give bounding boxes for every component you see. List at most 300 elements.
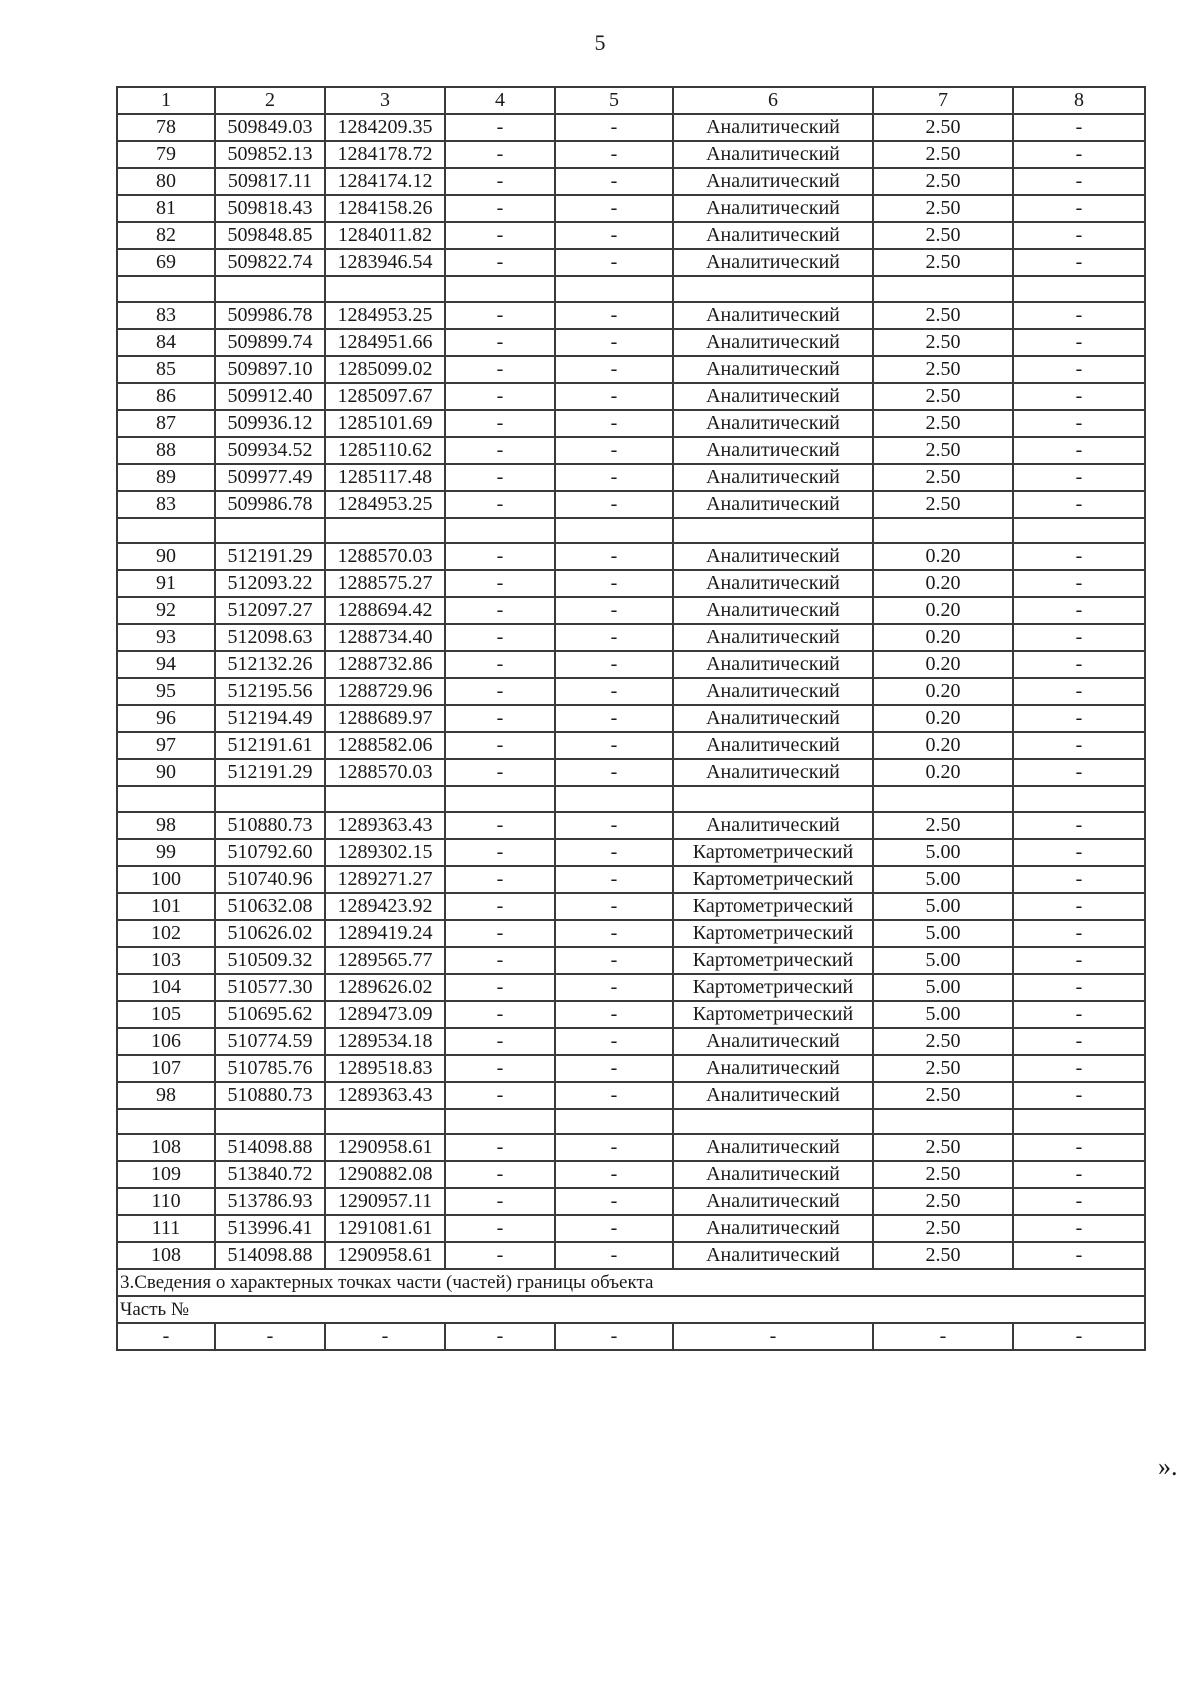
table-cell (555, 1109, 673, 1135)
table-cell: 110 (117, 1188, 215, 1215)
table-cell (117, 786, 215, 812)
table-cell: 1289565.77 (325, 947, 445, 974)
table-cell: 509848.85 (215, 222, 325, 249)
table-cell: Аналитический (673, 464, 873, 491)
table-cell: 510509.32 (215, 947, 325, 974)
table-cell: 79 (117, 141, 215, 168)
table-cell: - (555, 464, 673, 491)
table-cell: - (215, 1323, 325, 1350)
table-cell (325, 786, 445, 812)
table-cell: 101 (117, 893, 215, 920)
table-cell (1013, 786, 1145, 812)
table-cell: - (555, 1001, 673, 1028)
table-cell: 91 (117, 570, 215, 597)
table-cell: 0.20 (873, 705, 1013, 732)
table-cell: 509818.43 (215, 195, 325, 222)
table-cell: - (1013, 974, 1145, 1001)
table-cell: - (1013, 1055, 1145, 1082)
table-cell: 0.20 (873, 651, 1013, 678)
table-cell: 97 (117, 732, 215, 759)
table-cell (325, 276, 445, 302)
table-cell: 1288689.97 (325, 705, 445, 732)
table-cell (445, 276, 555, 302)
table-cell (325, 1109, 445, 1135)
table-cell: - (555, 168, 673, 195)
table-cell (117, 518, 215, 544)
table-cell: - (445, 974, 555, 1001)
table-row (117, 141, 1145, 168)
table-cell: 2.50 (873, 464, 1013, 491)
table-row (117, 732, 1145, 759)
table-cell: - (1013, 1028, 1145, 1055)
table-cell: 0.20 (873, 597, 1013, 624)
table-cell (325, 518, 445, 544)
table-cell: - (1013, 705, 1145, 732)
table-cell: 1288732.86 (325, 651, 445, 678)
table-cell: 99 (117, 839, 215, 866)
table-row (117, 1134, 1145, 1161)
table-cell: 1288570.03 (325, 759, 445, 786)
table-row (117, 249, 1145, 276)
table-row (117, 678, 1145, 705)
table-cell: Аналитический (673, 759, 873, 786)
table-cell: 1284178.72 (325, 141, 445, 168)
table-cell: - (555, 732, 673, 759)
table-cell: Картометрический (673, 866, 873, 893)
table-cell: Аналитический (673, 624, 873, 651)
table-cell: - (1013, 732, 1145, 759)
table-cell: - (445, 1055, 555, 1082)
table-cell: 83 (117, 302, 215, 329)
table-cell: - (555, 759, 673, 786)
table-cell: 509986.78 (215, 491, 325, 518)
table-cell: - (445, 1161, 555, 1188)
table-cell: 5.00 (873, 866, 1013, 893)
table-cell: - (555, 678, 673, 705)
table-cell: 512194.49 (215, 705, 325, 732)
table-cell: 512195.56 (215, 678, 325, 705)
table-cell: 86 (117, 383, 215, 410)
table-cell (555, 786, 673, 812)
table-row (117, 1028, 1145, 1055)
table-cell (673, 518, 873, 544)
table-cell: - (555, 491, 673, 518)
table-cell: 108 (117, 1242, 215, 1269)
table-row (117, 464, 1145, 491)
table-cell: 1290957.11 (325, 1188, 445, 1215)
table-cell: 82 (117, 222, 215, 249)
table-cell: 0.20 (873, 678, 1013, 705)
table-cell: - (1013, 1323, 1145, 1350)
table-cell: - (445, 302, 555, 329)
table-cell: 509899.74 (215, 329, 325, 356)
table-cell: - (445, 329, 555, 356)
table-cell: 510695.62 (215, 1001, 325, 1028)
table-cell: 1290958.61 (325, 1242, 445, 1269)
table-cell: Аналитический (673, 732, 873, 759)
table-cell: - (1013, 1001, 1145, 1028)
table-cell: - (445, 812, 555, 839)
table-row (117, 812, 1145, 839)
table-cell: - (555, 839, 673, 866)
table-cell: 1289518.83 (325, 1055, 445, 1082)
table-cell: 1289302.15 (325, 839, 445, 866)
table-cell: - (1013, 491, 1145, 518)
table-cell: - (555, 1055, 673, 1082)
table-cell: Аналитический (673, 597, 873, 624)
table-cell: - (1013, 383, 1145, 410)
table-cell: - (555, 356, 673, 383)
table-header-row (117, 87, 1145, 114)
table-cell: 1284011.82 (325, 222, 445, 249)
table-row (117, 114, 1145, 141)
table-cell: 1284951.66 (325, 329, 445, 356)
table-row (117, 491, 1145, 518)
table-cell: 80 (117, 168, 215, 195)
table-cell: 2.50 (873, 1055, 1013, 1082)
table-cell: 513996.41 (215, 1215, 325, 1242)
table-cell: Аналитический (673, 383, 873, 410)
table-cell: 92 (117, 597, 215, 624)
table-cell: 513786.93 (215, 1188, 325, 1215)
table-cell (445, 518, 555, 544)
table-cell: - (1013, 464, 1145, 491)
table-cell: 510785.76 (215, 1055, 325, 1082)
table-cell: Аналитический (673, 678, 873, 705)
table-cell (117, 1109, 215, 1135)
table-cell: 5.00 (873, 839, 1013, 866)
table-cell: - (445, 678, 555, 705)
table-cell: Аналитический (673, 114, 873, 141)
table-cell: - (1013, 329, 1145, 356)
table-cell: 2.50 (873, 491, 1013, 518)
table-cell: 1288694.42 (325, 597, 445, 624)
table-cell: 1284953.25 (325, 302, 445, 329)
table-cell (117, 276, 215, 302)
table-cell (873, 276, 1013, 302)
table-cell: Аналитический (673, 705, 873, 732)
table-cell: - (555, 920, 673, 947)
table-cell: 2.50 (873, 114, 1013, 141)
table-cell: 4 (445, 87, 555, 114)
table-cell: Аналитический (673, 1082, 873, 1109)
table-cell: 509934.52 (215, 437, 325, 464)
table-cell: - (555, 302, 673, 329)
table-cell: - (1013, 114, 1145, 141)
table-cell: - (555, 1215, 673, 1242)
table-cell: - (445, 597, 555, 624)
table-body (117, 87, 1145, 1350)
table-row (117, 383, 1145, 410)
table-cell: - (555, 651, 673, 678)
table-cell: Картометрический (673, 839, 873, 866)
table-cell: Аналитический (673, 356, 873, 383)
table-cell: 512191.29 (215, 543, 325, 570)
table-cell: 512098.63 (215, 624, 325, 651)
table-cell: Картометрический (673, 974, 873, 1001)
table-cell: 0.20 (873, 732, 1013, 759)
table-cell: Аналитический (673, 437, 873, 464)
part-number-row (117, 1296, 1145, 1323)
table-cell: 510880.73 (215, 1082, 325, 1109)
table-row (117, 1161, 1145, 1188)
table-cell: - (555, 866, 673, 893)
table-cell: Аналитический (673, 570, 873, 597)
table-row (117, 624, 1145, 651)
table-cell: 1284174.12 (325, 168, 445, 195)
table-cell: - (445, 1242, 555, 1269)
table-cell: - (445, 732, 555, 759)
table-cell: 7 (873, 87, 1013, 114)
table-cell: 0.20 (873, 570, 1013, 597)
table-row (117, 947, 1145, 974)
table-cell (555, 518, 673, 544)
table-cell: - (1013, 759, 1145, 786)
table-cell: 107 (117, 1055, 215, 1082)
table-cell: - (445, 866, 555, 893)
table-cell: Аналитический (673, 329, 873, 356)
table-cell: 1285110.62 (325, 437, 445, 464)
table-cell: 512191.29 (215, 759, 325, 786)
table-row (117, 410, 1145, 437)
table-cell: 84 (117, 329, 215, 356)
table-cell: 106 (117, 1028, 215, 1055)
table-cell: - (555, 1161, 673, 1188)
table-cell: 102 (117, 920, 215, 947)
table-cell: 512097.27 (215, 597, 325, 624)
table-cell: - (445, 1188, 555, 1215)
table-row (117, 974, 1145, 1001)
table-cell: Картометрический (673, 1001, 873, 1028)
table-row (117, 276, 1145, 302)
table-cell (873, 518, 1013, 544)
table-cell: - (555, 570, 673, 597)
table-cell: - (445, 1082, 555, 1109)
table-cell: Картометрический (673, 893, 873, 920)
table-cell (1013, 276, 1145, 302)
table-cell: - (445, 893, 555, 920)
table-row (117, 195, 1145, 222)
table-cell: - (1013, 410, 1145, 437)
table-cell: 509936.12 (215, 410, 325, 437)
table-row (117, 839, 1145, 866)
table-row (117, 1082, 1145, 1109)
table-cell: - (1013, 141, 1145, 168)
table-row (117, 1242, 1145, 1269)
table-cell: 513840.72 (215, 1161, 325, 1188)
table-cell: Аналитический (673, 1242, 873, 1269)
table-cell: 2.50 (873, 168, 1013, 195)
table-cell: Аналитический (673, 195, 873, 222)
table-cell: 510774.59 (215, 1028, 325, 1055)
table-cell: Аналитический (673, 1215, 873, 1242)
table-cell: - (445, 1215, 555, 1242)
table-cell: 5.00 (873, 893, 1013, 920)
table-cell: - (445, 410, 555, 437)
table-cell (215, 1109, 325, 1135)
table-cell: 1289626.02 (325, 974, 445, 1001)
table-cell: 1289363.43 (325, 1082, 445, 1109)
table-cell: - (1013, 812, 1145, 839)
table-cell: Аналитический (673, 1161, 873, 1188)
table-cell (555, 276, 673, 302)
table-cell: 5.00 (873, 947, 1013, 974)
table-cell: 98 (117, 1082, 215, 1109)
table-cell: - (1013, 570, 1145, 597)
table-cell: - (555, 974, 673, 1001)
table-cell: - (1013, 168, 1145, 195)
part-values-row (117, 1323, 1145, 1350)
table-cell: - (445, 624, 555, 651)
table-cell: 2.50 (873, 1028, 1013, 1055)
table-row (117, 329, 1145, 356)
table-cell: - (445, 543, 555, 570)
table-row (117, 222, 1145, 249)
table-cell: 100 (117, 866, 215, 893)
table-cell: 510792.60 (215, 839, 325, 866)
table-cell: 104 (117, 974, 215, 1001)
table-row (117, 1188, 1145, 1215)
table-cell: 2.50 (873, 1161, 1013, 1188)
table-cell: - (1013, 249, 1145, 276)
closing-quote-mark: ». (1158, 1452, 1178, 1481)
table-cell: - (1013, 1082, 1145, 1109)
table-cell: 2.50 (873, 410, 1013, 437)
table-cell: - (1013, 839, 1145, 866)
table-cell: - (445, 759, 555, 786)
table-cell: Аналитический (673, 1055, 873, 1082)
table-cell: - (1013, 543, 1145, 570)
table-cell: 1285117.48 (325, 464, 445, 491)
table-cell: Аналитический (673, 543, 873, 570)
table-row (117, 168, 1145, 195)
section-3-title-row (117, 1269, 1145, 1296)
table-cell (445, 1109, 555, 1135)
table-row (117, 651, 1145, 678)
table-cell: - (555, 222, 673, 249)
table-cell: 2.50 (873, 383, 1013, 410)
table-cell: - (873, 1323, 1013, 1350)
table-cell: 1288729.96 (325, 678, 445, 705)
table-cell: Аналитический (673, 1188, 873, 1215)
table-cell: 2.50 (873, 302, 1013, 329)
table-cell: Аналитический (673, 222, 873, 249)
table-cell: 6 (673, 87, 873, 114)
table-cell: - (445, 491, 555, 518)
table-cell: - (1013, 222, 1145, 249)
table-cell (445, 786, 555, 812)
table-cell: 1291081.61 (325, 1215, 445, 1242)
table-cell: - (1013, 1188, 1145, 1215)
table-cell: 5.00 (873, 920, 1013, 947)
table-cell (673, 1109, 873, 1135)
table-cell: 2.50 (873, 356, 1013, 383)
table-cell: 108 (117, 1134, 215, 1161)
table-cell: - (445, 920, 555, 947)
table-cell: 5.00 (873, 1001, 1013, 1028)
table-cell: 1289271.27 (325, 866, 445, 893)
table-cell: 87 (117, 410, 215, 437)
table-cell: - (1013, 893, 1145, 920)
table-cell: - (555, 947, 673, 974)
table-row (117, 302, 1145, 329)
table-cell: - (555, 1242, 673, 1269)
table-cell: - (445, 383, 555, 410)
table-cell: 514098.88 (215, 1242, 325, 1269)
table-cell (1013, 1109, 1145, 1135)
table-cell: - (445, 222, 555, 249)
table-row (117, 1055, 1145, 1082)
table-cell: 2.50 (873, 1134, 1013, 1161)
table-row (117, 543, 1145, 570)
table-cell: - (1013, 1161, 1145, 1188)
table-cell: - (445, 1028, 555, 1055)
table-row (117, 1215, 1145, 1242)
table-cell: 512132.26 (215, 651, 325, 678)
table-cell: 1289423.92 (325, 893, 445, 920)
table-cell: - (325, 1323, 445, 1350)
part-number: Часть № (117, 1296, 1145, 1323)
table-cell: Аналитический (673, 410, 873, 437)
table-cell: - (555, 812, 673, 839)
table-cell: - (1013, 624, 1145, 651)
table-cell: 1289534.18 (325, 1028, 445, 1055)
table-cell: 1284953.25 (325, 491, 445, 518)
table-cell: 1290958.61 (325, 1134, 445, 1161)
table-cell: 510880.73 (215, 812, 325, 839)
table-cell: 509849.03 (215, 114, 325, 141)
table-cell: 1288570.03 (325, 543, 445, 570)
table-cell: 2.50 (873, 812, 1013, 839)
table-cell: 1 (117, 87, 215, 114)
table-cell: - (555, 114, 673, 141)
table-cell: 109 (117, 1161, 215, 1188)
table-row (117, 866, 1145, 893)
table-cell (873, 786, 1013, 812)
table-cell: - (1013, 678, 1145, 705)
table-cell: - (673, 1323, 873, 1350)
table-cell: - (445, 464, 555, 491)
table-cell: 2.50 (873, 195, 1013, 222)
table-cell: 3 (325, 87, 445, 114)
table-cell: 5.00 (873, 974, 1013, 1001)
table-cell: 0.20 (873, 624, 1013, 651)
table-row (117, 1109, 1145, 1135)
table-cell: 512191.61 (215, 732, 325, 759)
table-cell: 103 (117, 947, 215, 974)
table-cell: 105 (117, 1001, 215, 1028)
table-cell: - (1013, 866, 1145, 893)
table-row (117, 705, 1145, 732)
table-cell: - (445, 249, 555, 276)
table-cell: Аналитический (673, 491, 873, 518)
table-cell: 510632.08 (215, 893, 325, 920)
table-row (117, 893, 1145, 920)
table-cell: 2.50 (873, 222, 1013, 249)
table-cell: - (1013, 195, 1145, 222)
table-cell: - (555, 1028, 673, 1055)
table-cell: 89 (117, 464, 215, 491)
table-cell: - (1013, 302, 1145, 329)
table-cell: Аналитический (673, 249, 873, 276)
table-cell: - (117, 1323, 215, 1350)
table-cell: - (555, 249, 673, 276)
table-cell: 1285101.69 (325, 410, 445, 437)
table-cell: - (555, 543, 673, 570)
table-cell: - (555, 437, 673, 464)
table-cell: 1289363.43 (325, 812, 445, 839)
table-cell: 509897.10 (215, 356, 325, 383)
